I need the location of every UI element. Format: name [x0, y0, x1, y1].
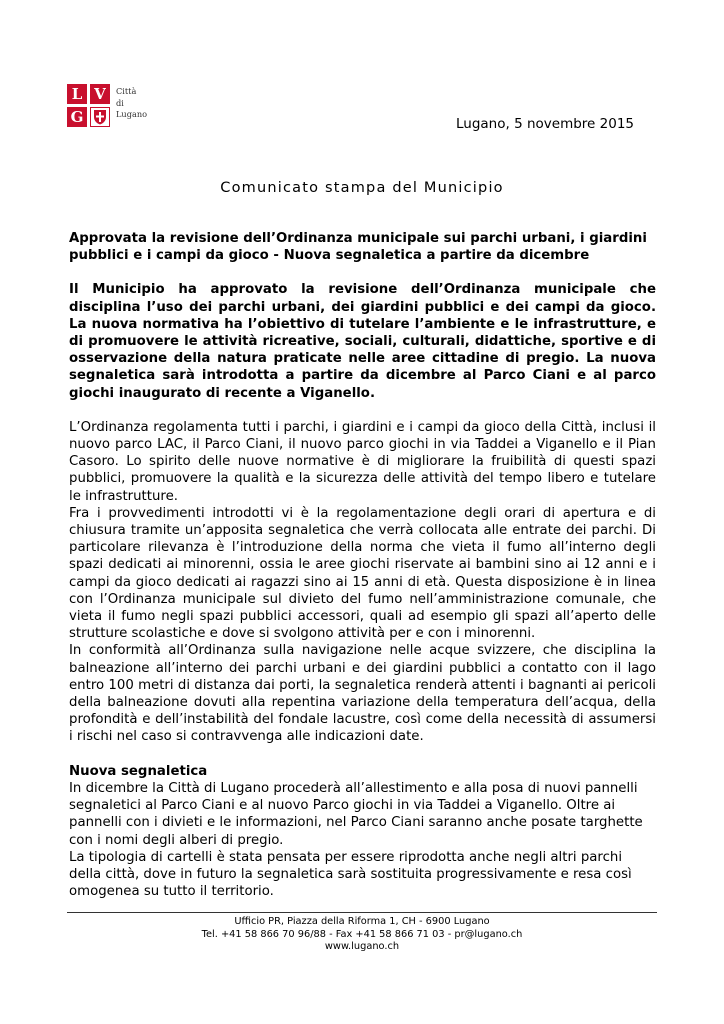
footer-divider: [67, 912, 657, 913]
logo-text-line: Città: [116, 86, 137, 96]
logo-letter-l: L: [67, 84, 87, 104]
logo-letter-v: V: [90, 84, 110, 104]
press-release-title: Approvata la revisione dell’Ordinanza municipale sui parchi urbani, i giardini pubblici e i campi da gioco - Nuova segnaletica a partire da dicembre: [69, 231, 647, 264]
logo-emblem: [67, 84, 111, 128]
body-paragraph: In conformità all’Ordinanza sulla navigazione nelle acque svizzere, che disciplina la balneazione all’interno dei parchi urbani e dei giardini pubblici a contatto con il lago entro 100 metri di distanza dai porti, la segnaletica renderà attenti i bagnanti ai pericoli della balneazione dovuti alla repentina variazione della temperatura dell’acqua, della profondità e dell’instabilità del fondale lacustre, così come della necessità di assumersi i rischi nel caso si contravvenga alle indicazioni date.: [69, 643, 656, 745]
document-date: Lugano, 5 novembre 2015: [456, 116, 634, 132]
section-paragraph: La tipologia di cartelli è stata pensata per essere riprodotta anche negli altri parchi della città, dove in futuro la segnaletica sarà sostituita progressivamente e resa così omogenea su tutto il territorio.: [69, 849, 632, 900]
logo-city-name: [116, 86, 147, 121]
document-body: [69, 230, 656, 900]
footer: [0, 916, 724, 954]
body-text: [69, 419, 656, 746]
section-body: [69, 780, 656, 900]
section-title: Nuova segnaletica: [69, 763, 208, 779]
body-paragraph: L’Ordinanza regolamenta tutti i parchi, i giardini e i campi da gioco della Città, inclusi il nuovo parco LAC, il Parco Ciani, il nuovo parco giochi in via Taddei a Viganello e il Pian Casoro. Lo spirito delle nuove normative è di migliorare la fruibilità di questi spazi pubblici, promuovere la qualità e la sicurezza delle attività del tempo libero e tutelare le infrastrutture.: [69, 419, 656, 504]
footer-address: Ufficio PR, Piazza della Riforma 1, CH - 6900 Lugano: [234, 916, 490, 927]
document-heading: Comunicato stampa del Municipio: [220, 180, 504, 196]
body-paragraph: Fra i provvedimenti introdotti vi è la regolamentazione degli orari di apertura e di chiusura tramite un’apposita segnaletica che verrà collocata alle entrate dei parchi. Di particolare rilevanza è l’introduzione della norma che vieta il fumo all’interno degli spazi dedicati ai minorenni, ossia le aree giochi riservate ai bambini sino ai 12 anni e i campi da gioco dedicati ai ragazzi sino ai 15 anni di età. Questa disposizione è in linea con l’Ordinanza municipale sul divieto del fumo nell’amministrazione comunale, che vieta il fumo negli spazi pubblici accessori, quali ad esempio gli spazi all’aperto delle strutture scolastiche e dove si svolgono attività per e con i minorenni.: [69, 505, 656, 642]
footer-website: www.lugano.ch: [324, 941, 400, 952]
logo-cross-shield-icon: [90, 107, 110, 127]
logo-letter-g: G: [67, 107, 87, 127]
lead-paragraph: Il Municipio ha approvato la revisione dell’Ordinanza municipale che disciplina l’uso dei parchi urbani, dei giardini pubblici e dei campi da gioco. La nuova normativa ha l’obiettivo di tutelare l’ambiente e le infrastrutture, e di promuovere le attività ricreative, sociali, culturali, didattiche, sportive e di osservazione della natura praticate nelle aree cittadine di pregio. La nuova segnaletica sarà introdotta a partire da dicembre al Parco Ciani e al parco giochi inaugurato di recente a Viganello.: [69, 282, 656, 401]
logo-text-line: Lugano: [116, 109, 148, 119]
footer-contacts: Tel. +41 58 866 70 96/88 - Fax +41 58 866 71 03 - pr@lugano.ch: [201, 928, 523, 940]
city-logo: [67, 84, 187, 134]
section-paragraph: In dicembre la Città di Lugano procederà all’allestimento e alla posa di nuovi pannelli segnaletici al Parco Ciani e al nuovo Parco giochi in via Taddei a Viganello. Oltre ai pannelli con i divieti e le informazioni, nel Parco Ciani saranno anche posate targhette con i nomi degli alberi di pregio.: [69, 780, 643, 848]
logo-text-line: di: [116, 97, 124, 108]
